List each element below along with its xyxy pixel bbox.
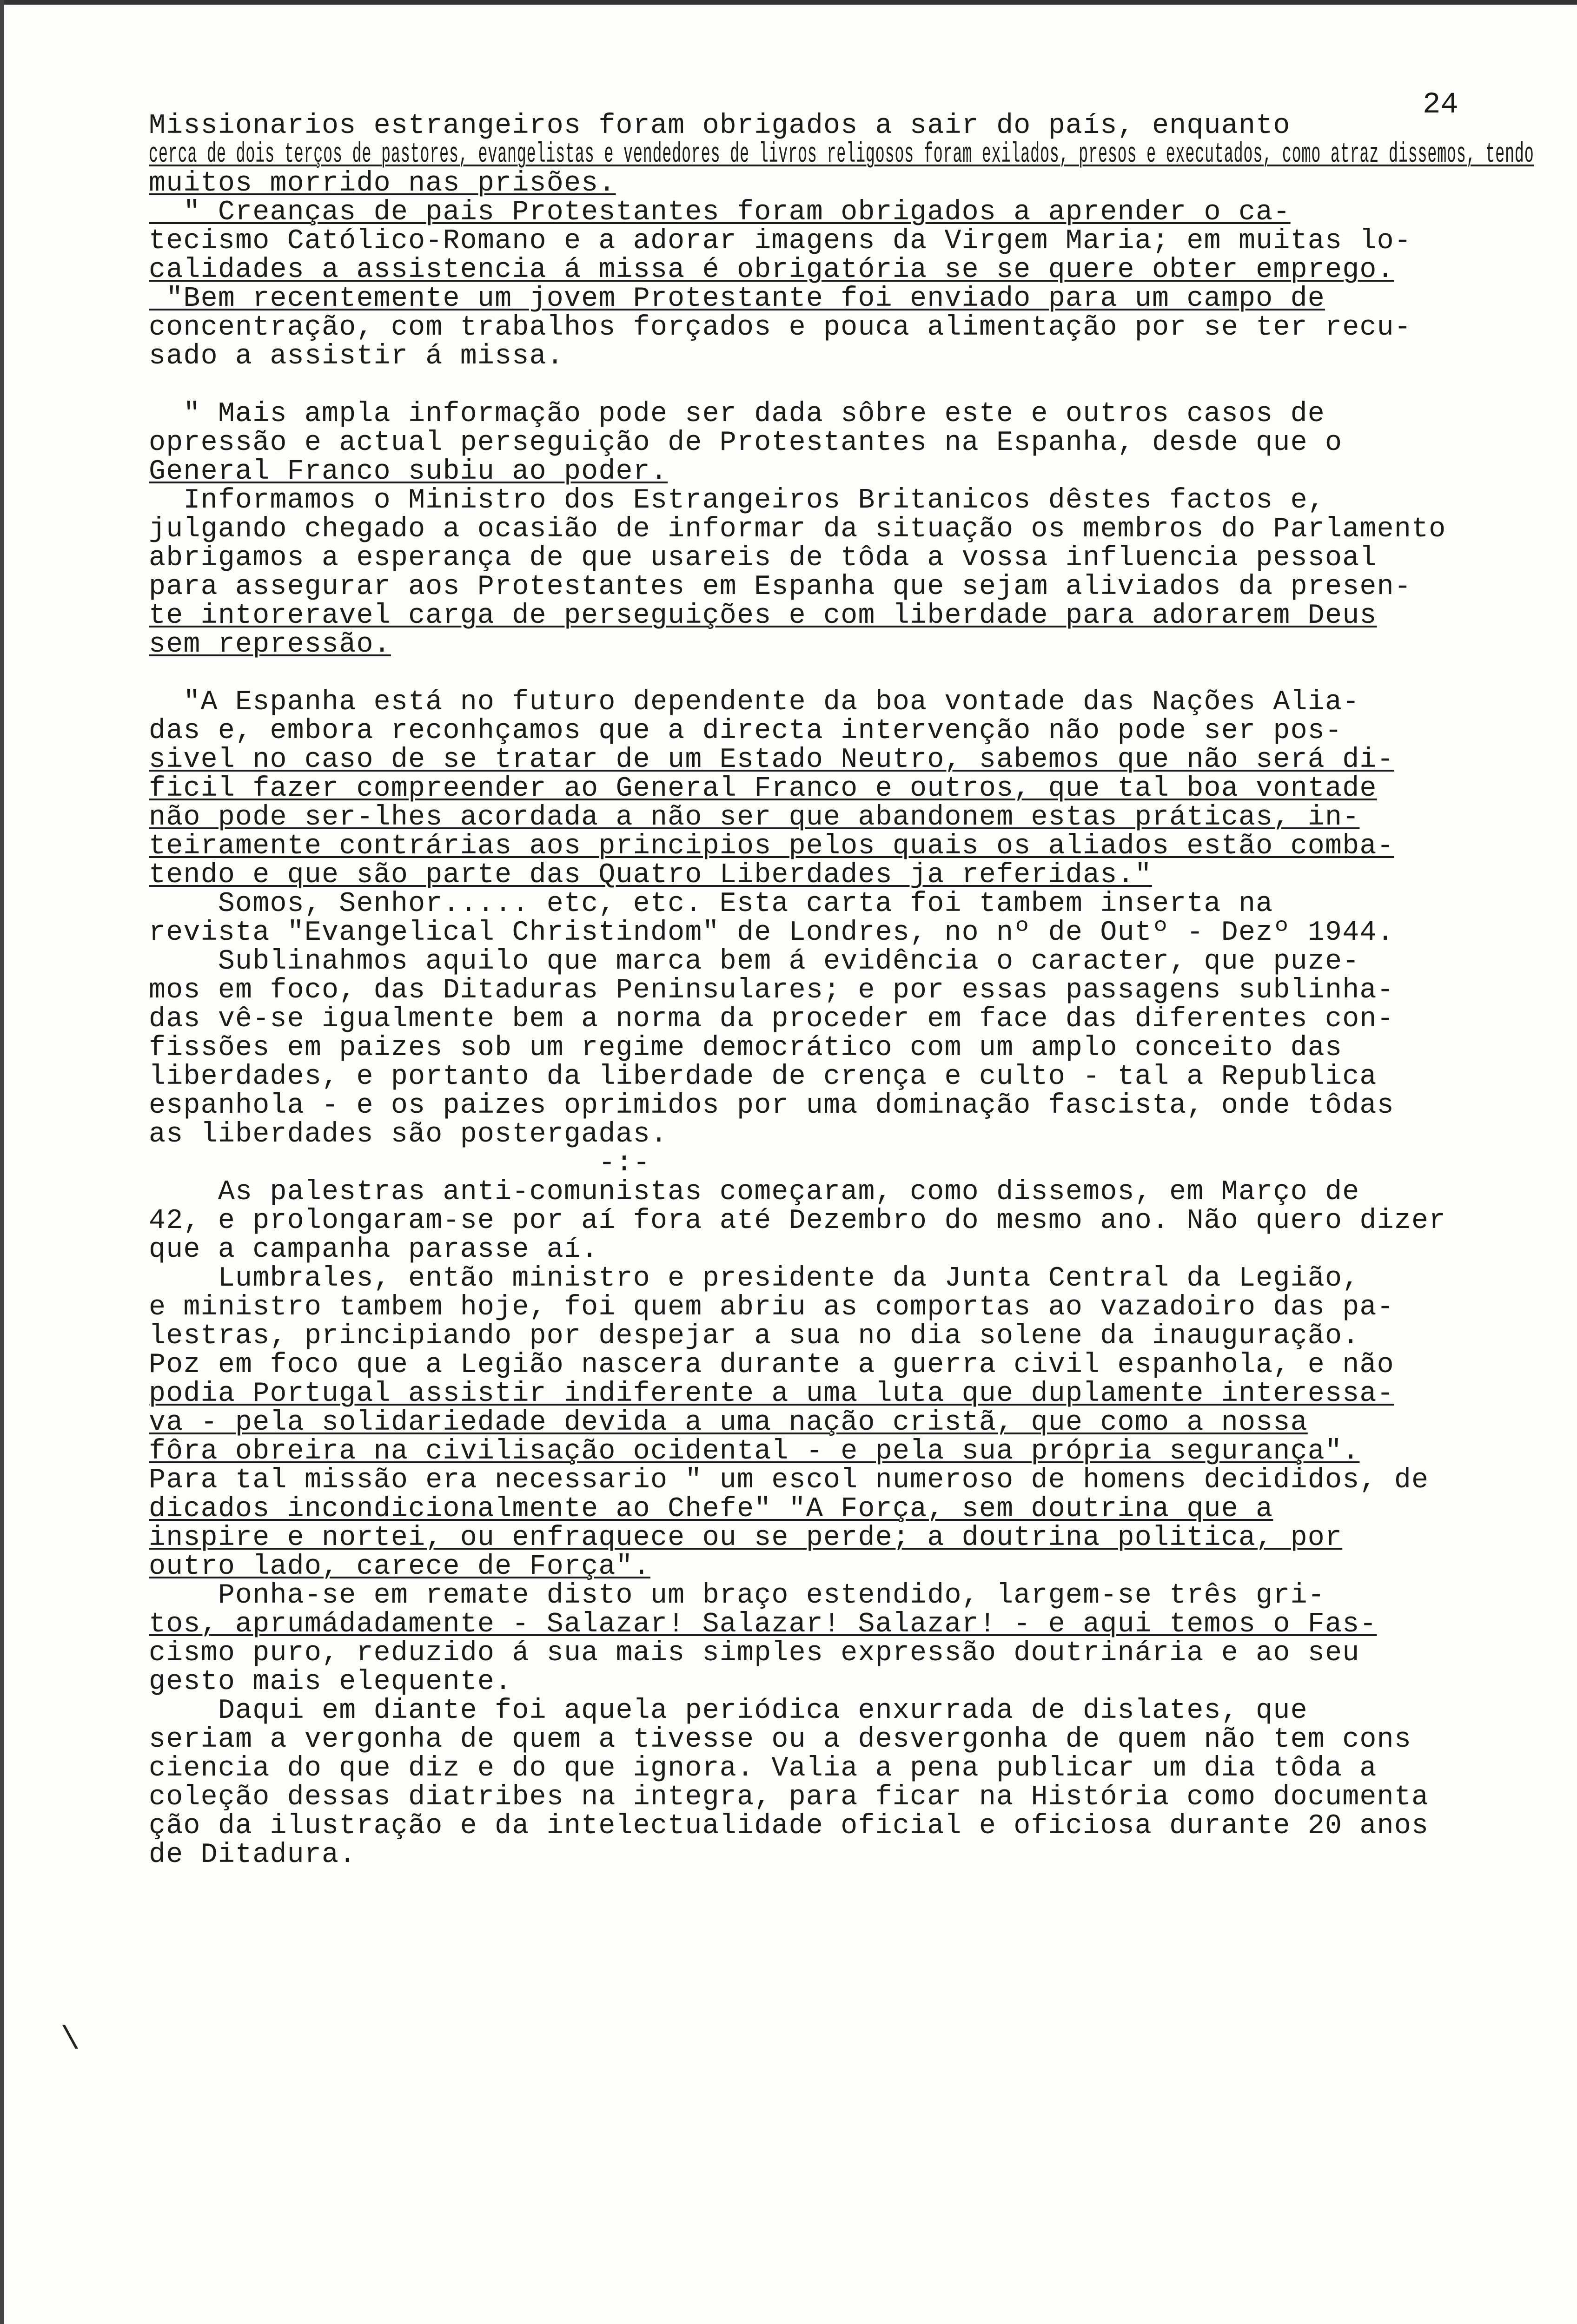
text-line: concentração, com trabalhos forçados e pouca alimentação por se ter recu- — [149, 312, 1412, 343]
text-line: coleção dessas diatribes na integra, para ficar na História como documenta — [149, 1782, 1429, 1813]
text-line: te intoreravel carga de perseguições e com liberdade para adorarem Deus — [149, 600, 1377, 632]
typewritten-body — [149, 112, 1534, 1869]
text-line: fôra obreira na civilisação ocidental - e pela sua própria segurança". — [149, 1436, 1360, 1467]
text-line: " Mais ampla informação pode ser dada sôbre este e outros casos de — [149, 398, 1325, 430]
text-line: podia Portugal assistir indiferente a uma luta que duplamente interessa- — [149, 1378, 1394, 1410]
text-line — [149, 659, 1534, 688]
text-line: que a campanha parasse aí. — [149, 1234, 599, 1266]
text-line: sado a assistir á missa. — [149, 341, 564, 372]
text-line: não pode ser-lhes acordada a não ser que abandonem estas práticas, in- — [149, 802, 1360, 833]
text-line: fissões em paizes sob um regime democrático com um amplo conceito das — [149, 1032, 1343, 1064]
text-line: " Creanças de pais Protestantes foram obrigados a aprender o ca- — [149, 197, 1291, 228]
text-line: General Franco subiu ao poder. — [149, 456, 668, 488]
text-line: calidades a assistencia á missa é obrigatória se se quere obter emprego. — [149, 254, 1394, 286]
text-line: 42, e prolongaram-se por aí fora até Dezembro do mesmo ano. Não quero dizer — [149, 1205, 1446, 1237]
text-line: muitos morrido nas prisões. — [149, 168, 616, 199]
text-line: Somos, Senhor..... etc, etc. Esta carta foi tambem inserta na — [149, 888, 1273, 920]
text-line: gesto mais elequente. — [149, 1666, 512, 1698]
text-line: das vê-se igualmente bem a norma da proceder em face das diferentes con- — [149, 1004, 1394, 1035]
text-line: Informamos o Ministro dos Estrangeiros Britanicos dêstes factos e, — [149, 485, 1325, 516]
text-line: sem repressão. — [149, 629, 391, 660]
text-line: ficil fazer compreender ao General Franco e outros, que tal boa vontade — [149, 773, 1377, 805]
text-line: tendo e que são parte das Quatro Liberdades ja referidas." — [149, 859, 1152, 891]
text-line: outro lado, carece de Força". — [149, 1551, 650, 1583]
text-line: opressão e actual perseguição de Protestantes na Espanha, desde que o — [149, 427, 1343, 459]
text-line: e ministro tambem hoje, foi quem abriu as comportas ao vazadoiro das pa- — [149, 1292, 1394, 1323]
page-number: 24 — [1423, 88, 1458, 122]
margin-mark: \ — [60, 2022, 80, 2059]
page-top-edge — [0, 0, 1577, 5]
text-line — [149, 371, 1534, 400]
text-line: -:- — [149, 1148, 650, 1179]
text-line: va - pela solidariedade devida a uma nação cristã, que como a nossa — [149, 1407, 1308, 1439]
text-line: Missionarios estrangeiros foram obrigados a sair do país, enquanto — [149, 110, 1291, 142]
text-line: teiramente contrárias aos principios pelos quais os aliados estão comba- — [149, 831, 1394, 862]
text-line: As palestras anti-comunistas começaram, como dissemos, em Março de — [149, 1176, 1360, 1208]
text-line: espanhola - e os paizes oprimidos por uma dominação fascista, onde tôdas — [149, 1090, 1394, 1122]
page-left-edge — [0, 0, 4, 2324]
text-line: para assegurar aos Protestantes em Espanha que sejam aliviados da presen- — [149, 571, 1412, 603]
text-line: abrigamos a esperança de que usareis de tôda a vossa influencia pessoal — [149, 542, 1377, 574]
text-line: cerca de dois terços de pastores, evangelistas e vendedores de livros religosos foram exilados, presos e executados, como atraz dissemos, tendo — [149, 139, 1534, 171]
text-line: tos, aprumádadamente - Salazar! Salazar! Salazar! - e aqui temos o Fas- — [149, 1609, 1377, 1640]
text-line: ciencia do que diz e do que ignora. Valia a pena publicar um dia tôda a — [149, 1753, 1377, 1784]
text-line: as liberdades são postergadas. — [149, 1119, 668, 1150]
text-line: ção da ilustração e da intelectualidade oficial e oficiosa durante 20 anos — [149, 1810, 1429, 1842]
text-line: Lumbrales, então ministro e presidente da Junta Central da Legião, — [149, 1263, 1360, 1294]
text-line: revista "Evangelical Christindom" de Londres, no nº de Outº - Dezº 1944. — [149, 917, 1394, 949]
text-line: de Ditadura. — [149, 1839, 357, 1871]
text-line: Sublinahmos aquilo que marca bem á evidência o caracter, que puze- — [149, 946, 1360, 977]
text-line: tecismo Católico-Romano e a adorar imagens da Virgem Maria; em muitas lo- — [149, 225, 1412, 257]
text-line: mos em foco, das Ditaduras Peninsulares; e por essas passagens sublinha- — [149, 975, 1394, 1006]
text-line: inspire e nortei, ou enfraquece ou se perde; a doutrina politica, por — [149, 1522, 1343, 1554]
text-line: dicados incondicionalmente ao Chefe" "A Força, sem doutrina que a — [149, 1493, 1273, 1525]
text-line: Daqui em diante foi aquela periódica enxurrada de dislates, que — [149, 1695, 1308, 1727]
text-line: "A Espanha está no futuro dependente da boa vontade das Nações Alia- — [149, 687, 1360, 718]
text-line: sivel no caso de se tratar de um Estado Neutro, sabemos que não será di- — [149, 744, 1394, 776]
text-line: cismo puro, reduzido á sua mais simples expressão doutrinária e ao seu — [149, 1637, 1360, 1669]
text-line: Ponha-se em remate disto um braço estendido, largem-se três gri- — [149, 1580, 1325, 1611]
text-line: liberdades, e portanto da liberdade de crença e culto - tal a Republica — [149, 1061, 1377, 1093]
text-line: seriam a vergonha de quem a tivesse ou a desvergonha de quem não tem cons — [149, 1724, 1412, 1756]
text-line: julgando chegado a ocasião de informar da situação os membros do Parlamento — [149, 514, 1446, 545]
text-line: Para tal missão era necessario " um escol numeroso de homens decididos, de — [149, 1465, 1429, 1496]
text-line: "Bem recentemente um jovem Protestante foi enviado para um campo de — [149, 283, 1325, 315]
text-line: das e, embora reconhçamos que a directa intervenção não pode ser pos- — [149, 715, 1343, 747]
text-line: lestras, principiando por despejar a sua no dia solene da inauguração. — [149, 1320, 1360, 1352]
text-line: Poz em foco que a Legião nascera durante a guerra civil espanhola, e não — [149, 1349, 1394, 1381]
